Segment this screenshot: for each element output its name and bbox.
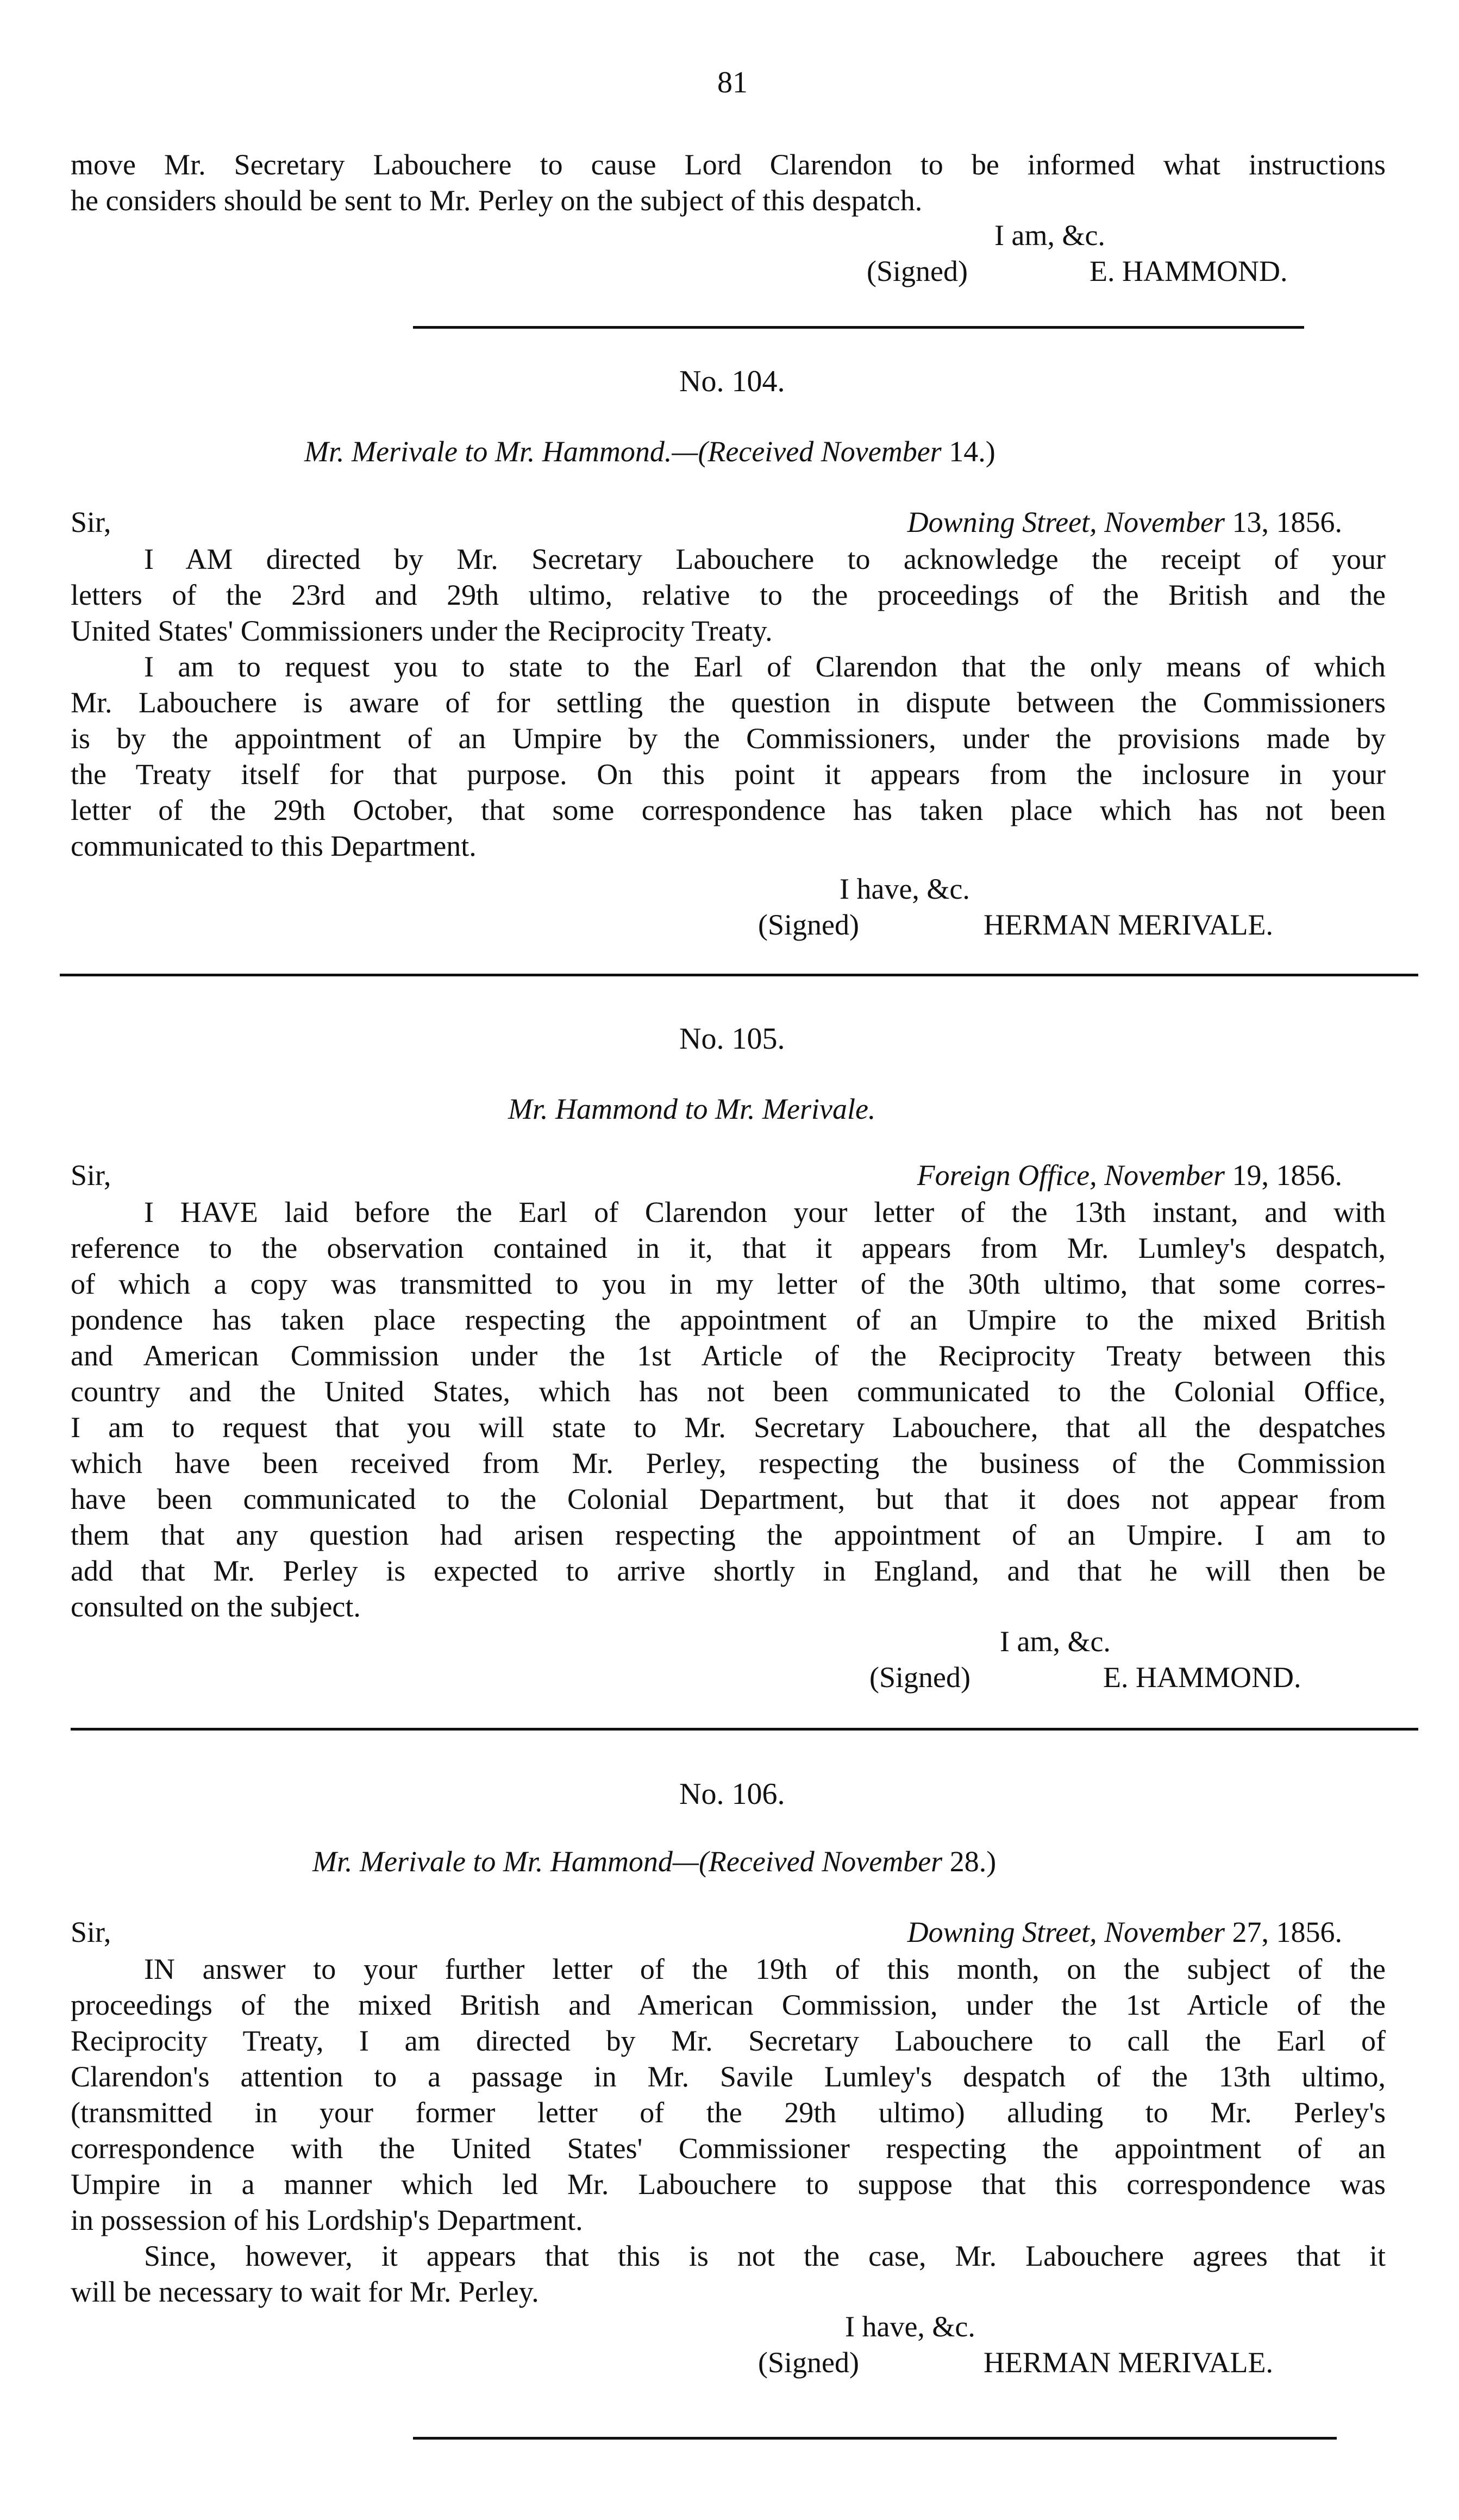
signed-label: (Signed) (869, 1661, 970, 1694)
paragraph-line: will be necessary to wait for Mr. Perley. (71, 2275, 539, 2308)
signed-label: (Signed) (758, 2346, 859, 2379)
paragraph-line: Clarendon's attention to a passage in Mr. Savile Lumley's despatch of the 13th ultimo, (71, 2060, 1386, 2093)
letter-title: Mr. Merivale to Mr. Hammond.—(Received November 14.) (304, 435, 995, 468)
paragraph-line: letter of the 29th October, that some correspondence has taken place which has not been (71, 794, 1386, 826)
closing: I have, &c. (845, 2310, 975, 2343)
paragraph-line: is by the appointment of an Umpire by the Commissioners, under the provisions made by (71, 722, 1386, 755)
paragraph-line: the Treaty itself for that purpose. On this point it appears from the inclosure in your (71, 758, 1386, 791)
paragraph-line: IN answer to your further letter of the 19th of this month, on the subject of the (144, 1953, 1386, 1985)
signed-label: (Signed) (758, 908, 859, 941)
paragraph-line: I HAVE laid before the Earl of Clarendon your letter of the 13th instant, and with (144, 1196, 1386, 1228)
letter-title: Mr. Merivale to Mr. Hammond—(Received November 28.) (312, 1845, 997, 1878)
paragraph-line: United States' Commissioners under the Reciprocity Treaty. (71, 615, 773, 647)
section-divider (71, 1728, 1418, 1731)
paragraph-line: consulted on the subject. (71, 1590, 361, 1623)
signatory: E. HAMMOND. (1103, 1661, 1301, 1694)
signatory: HERMAN MERIVALE. (984, 908, 1274, 941)
paragraph-line: proceedings of the mixed British and American Commission, under the 1st Article of the (71, 1989, 1386, 2021)
paragraph-line: pondence has taken place respecting the appointment of an Umpire to the mixed British (71, 1303, 1386, 1336)
signatory: E. HAMMOND. (1089, 255, 1288, 287)
paragraph-line: I AM directed by Mr. Secretary Labouchere to acknowledge the receipt of your (144, 543, 1386, 575)
paragraph-line: communicated to this Department. (71, 830, 477, 862)
paragraph-line: which have been received from Mr. Perley, respecting the business of the Commission (71, 1447, 1386, 1480)
paragraph-line: them that any question had arisen respecting the appointment of an Umpire. I am to (71, 1519, 1386, 1551)
section-divider (413, 2437, 1337, 2440)
paragraph-line: add that Mr. Perley is expected to arrive shortly in England, and that he will then be (71, 1554, 1386, 1587)
signatory: HERMAN MERIVALE. (984, 2346, 1274, 2379)
paragraph-line: (transmitted in your former letter of the 29th ultimo) alluding to Mr. Perley's (71, 2096, 1386, 2129)
paragraph-line: I am to request that you will state to Mr. Secretary Labouchere, that all the despatches (71, 1411, 1386, 1444)
paragraph-line: Since, however, it appears that this is not the case, Mr. Labouchere agrees that it (144, 2240, 1386, 2272)
section-divider (413, 326, 1304, 329)
salutation: Sir, (71, 1159, 111, 1192)
paragraph-line: reference to the observation contained in it, that it appears from Mr. Lumley's despatch, (71, 1232, 1386, 1264)
letter-number: No. 105. (679, 1022, 785, 1056)
signed-label: (Signed) (867, 255, 968, 287)
paragraph-line: of which a copy was transmitted to you in my letter of the 30th ultimo, that some corres- (71, 1268, 1386, 1300)
salutation: Sir, (71, 1916, 111, 1948)
letter-number: No. 104. (679, 365, 785, 398)
section-divider (60, 974, 1418, 976)
paragraph-line: Reciprocity Treaty, I am directed by Mr. Secretary Labouchere to call the Earl of (71, 2024, 1386, 2057)
paragraph-line: he considers should be sent to Mr. Perley on the subject of this despatch. (71, 184, 923, 217)
dateline: Downing Street, November 27, 1856. (907, 1916, 1342, 1948)
paragraph-line: Mr. Labouchere is aware of for settling the question in dispute between the Commissioners (71, 686, 1386, 719)
paragraph-line: have been communicated to the Colonial Department, but that it does not appear from (71, 1483, 1386, 1515)
paragraph-line: Umpire in a manner which led Mr. Labouchere to suppose that this correspondence was (71, 2168, 1386, 2201)
paragraph-line: and American Commission under the 1st Article of the Reciprocity Treaty between this (71, 1339, 1386, 1372)
letter-number: No. 106. (679, 1777, 785, 1811)
closing: I am, &c. (1000, 1625, 1111, 1658)
dateline: Downing Street, November 13, 1856. (907, 506, 1342, 538)
paragraph-line: move Mr. Secretary Labouchere to cause Lord Clarendon to be informed what instructions (71, 148, 1386, 181)
dateline: Foreign Office, November 19, 1856. (917, 1159, 1342, 1192)
paragraph-line: I am to request you to state to the Earl of Clarendon that the only means of which (144, 650, 1386, 683)
paragraph-line: in possession of his Lordship's Department. (71, 2204, 583, 2236)
paragraph-line: country and the United States, which has not been communicated to the Colonial Office, (71, 1375, 1386, 1408)
closing: I have, &c. (840, 873, 970, 905)
closing: I am, &c. (994, 219, 1105, 252)
paragraph-line: correspondence with the United States' Commissioner respecting the appointment of an (71, 2132, 1386, 2165)
paragraph-line: letters of the 23rd and 29th ultimo, relative to the proceedings of the British and the (71, 579, 1386, 611)
page-number: 81 (717, 66, 748, 99)
salutation: Sir, (71, 506, 111, 538)
letter-title: Mr. Hammond to Mr. Merivale. (508, 1093, 876, 1125)
